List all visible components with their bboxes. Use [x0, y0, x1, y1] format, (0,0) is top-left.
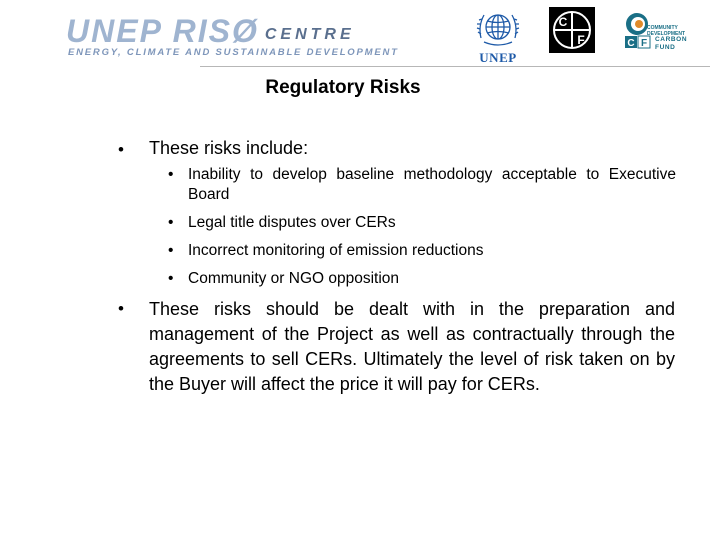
- sub-bullet-text: Inability to develop baseline methodology acceptable to Executive Board: [188, 166, 676, 203]
- unep-emblem-icon: [472, 6, 524, 64]
- logo-subtitle: ENERGY, CLIMATE AND SUSTAINABLE DEVELOPMENT: [68, 47, 399, 58]
- svg-text:F: F: [577, 33, 585, 47]
- slide-title: Regulatory Risks: [265, 77, 421, 98]
- bullet-marker: •: [118, 140, 124, 159]
- svg-text:C: C: [558, 15, 568, 29]
- logo-centre-text: CENTRE: [264, 26, 355, 43]
- bullet-text: These risks include:: [149, 138, 309, 158]
- header-divider: [200, 66, 710, 67]
- cf-logo-icon: [549, 7, 595, 53]
- ccdf-logo-icon: [624, 8, 690, 62]
- svg-text:F: F: [640, 38, 648, 49]
- bullet-paragraph: These risks should be dealt with in the preparation and management of the Project as well as contractually through the agreements to sell CERs. Ultimately the level of risk taken on by the Buyer will affect the price it will pay for CERs.: [149, 299, 675, 394]
- svg-text:C: C: [627, 38, 635, 49]
- logo-main-text: UNEP RISØ: [66, 13, 259, 49]
- sub-bullet-marker: •: [168, 242, 174, 259]
- unep-emblem-label: UNEP: [479, 50, 517, 65]
- ccdf-big-text: CARBON FUND: [655, 36, 688, 51]
- sub-bullet-marker: •: [168, 270, 174, 287]
- sub-bullet-marker: •: [168, 166, 174, 183]
- slide-header: [0, 0, 720, 70]
- bullet-marker: •: [118, 299, 124, 318]
- ccdf-small-text: COMMUNITY DEVELOPMENT: [647, 25, 686, 37]
- sub-bullet-marker: •: [168, 214, 174, 231]
- unep-risoe-logo: [66, 13, 399, 60]
- sub-bullet-text: Community or NGO opposition: [188, 270, 400, 287]
- sub-bullet-text: Legal title disputes over CERs: [188, 214, 396, 231]
- sub-bullet-text: Incorrect monitoring of emission reductions: [188, 242, 484, 259]
